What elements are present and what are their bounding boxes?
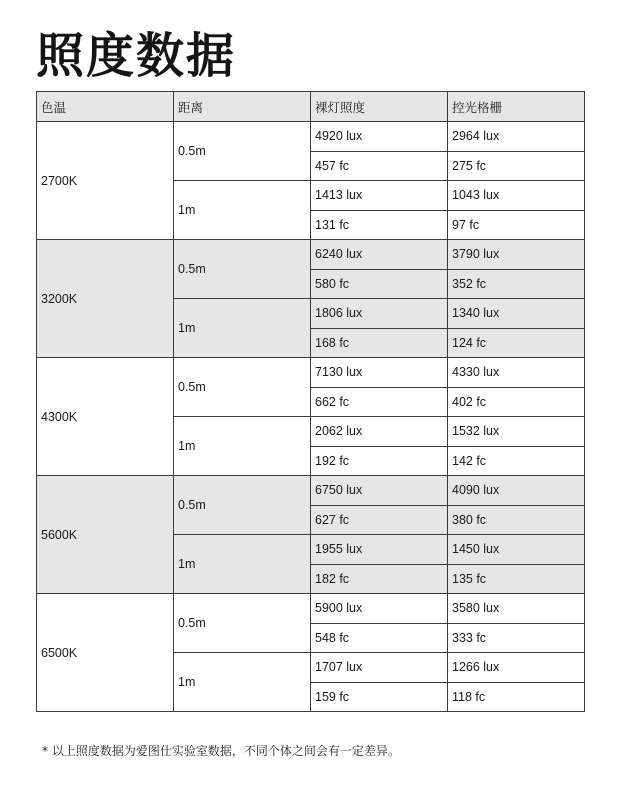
header-row xyxy=(37,92,585,122)
distance-cell: 0.5m xyxy=(174,122,311,181)
table-row xyxy=(37,358,585,388)
color-temp-cell: 5600K xyxy=(37,476,174,594)
bare-fc-cell: 457 fc xyxy=(311,151,448,181)
header-grid-illuminance: 控光格栅 xyxy=(448,92,585,122)
bare-lux-cell: 6240 lux xyxy=(311,240,448,270)
grid-lux-cell: 1340 lux xyxy=(448,299,585,329)
grid-lux-cell: 3790 lux xyxy=(448,240,585,270)
bare-fc-cell: 168 fc xyxy=(311,328,448,358)
grid-lux-cell: 1043 lux xyxy=(448,181,585,211)
bare-fc-cell: 192 fc xyxy=(311,446,448,476)
bare-lux-cell: 5900 lux xyxy=(311,594,448,624)
bare-lux-cell: 7130 lux xyxy=(311,358,448,388)
bare-lux-cell: 6750 lux xyxy=(311,476,448,506)
color-temp-cell: 3200K xyxy=(37,240,174,358)
header-distance: 距离 xyxy=(174,92,311,122)
bare-lux-cell: 4920 lux xyxy=(311,122,448,152)
distance-cell: 0.5m xyxy=(174,358,311,417)
grid-fc-cell: 333 fc xyxy=(448,623,585,653)
bare-lux-cell: 2062 lux xyxy=(311,417,448,447)
grid-fc-cell: 380 fc xyxy=(448,505,585,535)
color-temp-cell: 2700K xyxy=(37,122,174,240)
bare-fc-cell: 662 fc xyxy=(311,387,448,417)
footnote: * 以上照度数据为爱图仕实验室数据，不同个体之间会有一定差异。 xyxy=(42,744,400,758)
bare-fc-cell: 548 fc xyxy=(311,623,448,653)
grid-lux-cell: 1532 lux xyxy=(448,417,585,447)
grid-fc-cell: 352 fc xyxy=(448,269,585,299)
page-title: 照度数据 xyxy=(36,28,237,84)
bare-lux-cell: 1707 lux xyxy=(311,653,448,683)
distance-cell: 1m xyxy=(174,181,311,240)
header-bare-illuminance: 裸灯照度 xyxy=(311,92,448,122)
color-temp-cell: 6500K xyxy=(37,594,174,712)
distance-cell: 1m xyxy=(174,535,311,594)
grid-fc-cell: 97 fc xyxy=(448,210,585,240)
bare-fc-cell: 131 fc xyxy=(311,210,448,240)
bare-fc-cell: 580 fc xyxy=(311,269,448,299)
grid-lux-cell: 4330 lux xyxy=(448,358,585,388)
group-6500k xyxy=(37,594,585,712)
grid-lux-cell: 1266 lux xyxy=(448,653,585,683)
grid-fc-cell: 135 fc xyxy=(448,564,585,594)
table-row xyxy=(37,240,585,270)
distance-cell: 1m xyxy=(174,299,311,358)
group-4300k xyxy=(37,358,585,476)
bare-fc-cell: 182 fc xyxy=(311,564,448,594)
grid-lux-cell: 4090 lux xyxy=(448,476,585,506)
bare-fc-cell: 627 fc xyxy=(311,505,448,535)
group-3200k xyxy=(37,240,585,358)
group-5600k xyxy=(37,476,585,594)
table-row xyxy=(37,122,585,152)
bare-lux-cell: 1413 lux xyxy=(311,181,448,211)
grid-fc-cell: 118 fc xyxy=(448,682,585,712)
bare-fc-cell: 159 fc xyxy=(311,682,448,712)
bare-lux-cell: 1806 lux xyxy=(311,299,448,329)
grid-fc-cell: 142 fc xyxy=(448,446,585,476)
header-color-temp: 色温 xyxy=(37,92,174,122)
grid-fc-cell: 402 fc xyxy=(448,387,585,417)
grid-lux-cell: 3580 lux xyxy=(448,594,585,624)
grid-fc-cell: 124 fc xyxy=(448,328,585,358)
distance-cell: 0.5m xyxy=(174,594,311,653)
bare-lux-cell: 1955 lux xyxy=(311,535,448,565)
grid-lux-cell: 2964 lux xyxy=(448,122,585,152)
distance-cell: 0.5m xyxy=(174,476,311,535)
color-temp-cell: 4300K xyxy=(37,358,174,476)
table-row xyxy=(37,476,585,506)
grid-fc-cell: 275 fc xyxy=(448,151,585,181)
illuminance-table xyxy=(36,91,585,712)
distance-cell: 1m xyxy=(174,417,311,476)
distance-cell: 0.5m xyxy=(174,240,311,299)
table-row xyxy=(37,594,585,624)
grid-lux-cell: 1450 lux xyxy=(448,535,585,565)
group-2700k xyxy=(37,122,585,240)
distance-cell: 1m xyxy=(174,653,311,712)
